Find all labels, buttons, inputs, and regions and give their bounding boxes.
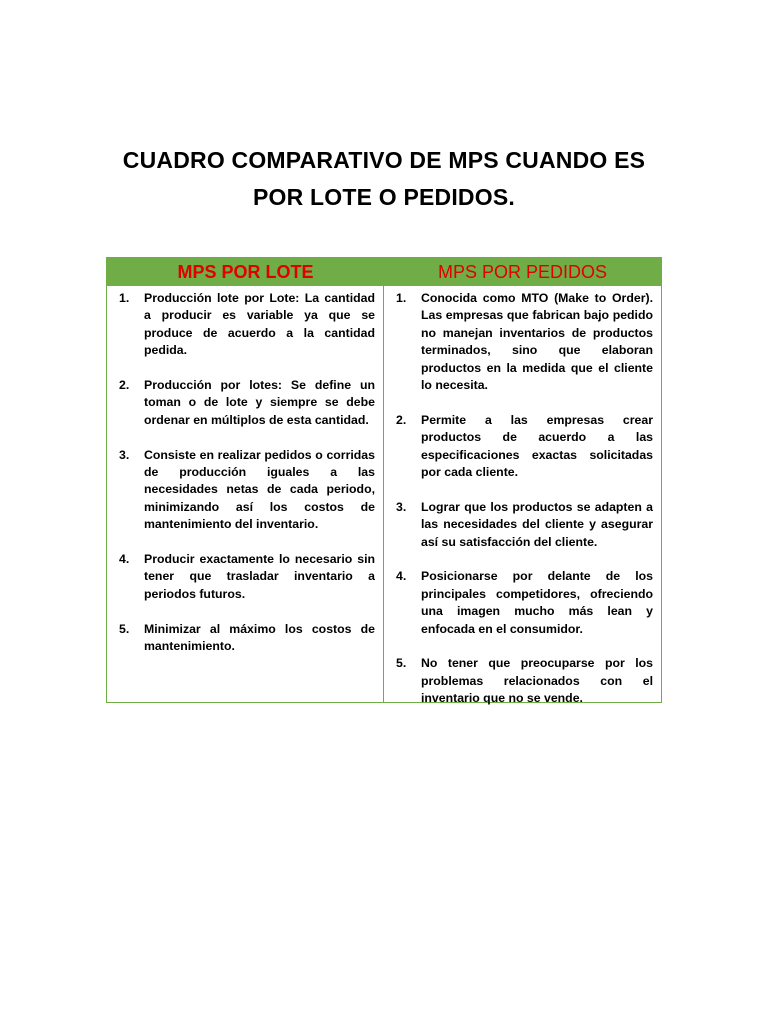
table-body [107, 286, 661, 706]
list-item [390, 655, 653, 707]
item-number: 3. [396, 499, 407, 514]
item-number: 5. [119, 621, 130, 636]
list-item [113, 551, 375, 603]
list-item [390, 290, 653, 394]
column-mps-por-lote [107, 286, 384, 702]
item-text: Consiste en realizar pedidos o corridas de producción iguales a las necesidades netas de cada periodo, minimizando así los costos de mantenimiento del inventario. [144, 447, 375, 532]
header-mps-por-pedidos: MPS POR PEDIDOS [437, 262, 608, 282]
item-text: Permite a las empresas crear productos de acuerdo a las especificaciones exactas solicitadas por cada cliente. [421, 412, 653, 480]
item-text: Producción por lotes: Se define un toman o de lote y siempre se debe ordenar en múltiplos de esta cantidad. [144, 378, 375, 427]
item-text: Conocida como MTO (Make to Order). Las empresas que fabrican bajo pedido no manejan inventarios de productos terminados, sino que elaboran productos en la medida que el cliente lo necesita. [421, 291, 653, 393]
list-item [390, 499, 653, 551]
item-number: 1. [396, 291, 407, 305]
item-number: 3. [119, 447, 130, 462]
item-number: 4. [119, 552, 130, 567]
header-mps-por-lote: MPS POR LOTE [177, 262, 314, 282]
item-text: Producir exactamente lo necesario sin tener que trasladar inventario a periodos futuros. [144, 552, 375, 601]
table-header [107, 258, 661, 286]
page-title [84, 142, 684, 216]
list-item [113, 290, 375, 360]
column-mps-por-pedidos [384, 286, 661, 706]
item-text: Posicionarse por delante de los principales competidores, ofreciendo una imagen mucho más lean y enfocada en el consumidor. [421, 569, 653, 636]
list-item [113, 447, 375, 534]
list-item [113, 377, 375, 429]
item-number: 5. [396, 656, 407, 671]
list-item [390, 568, 653, 638]
item-text: Producción lote por Lote: La cantidad a producir es variable ya que se produce de acuerdo a la cantidad pedida. [144, 291, 375, 358]
pedidos-list [390, 290, 653, 708]
item-number: 4. [396, 569, 407, 584]
title-line-2: POR LOTE O PEDIDOS. [253, 184, 515, 210]
title-line-1: CUADRO COMPARATIVO DE MPS CUANDO ES [122, 147, 646, 173]
list-item [113, 621, 375, 656]
item-number: 2. [119, 378, 130, 393]
item-text: Minimizar al máximo los costos de mantenimiento. [144, 621, 375, 654]
item-number: 2. [396, 412, 407, 427]
lote-list [113, 290, 375, 655]
item-text: Lograr que los productos se adapten a las necesidades del cliente y asegurar así su satisfacción del cliente. [421, 499, 653, 549]
item-text: No tener que preocuparse por los problemas relacionados con el inventario que no se vende. [421, 656, 653, 706]
list-item [390, 412, 653, 482]
comparison-table [106, 257, 662, 706]
item-number: 1. [119, 291, 130, 305]
